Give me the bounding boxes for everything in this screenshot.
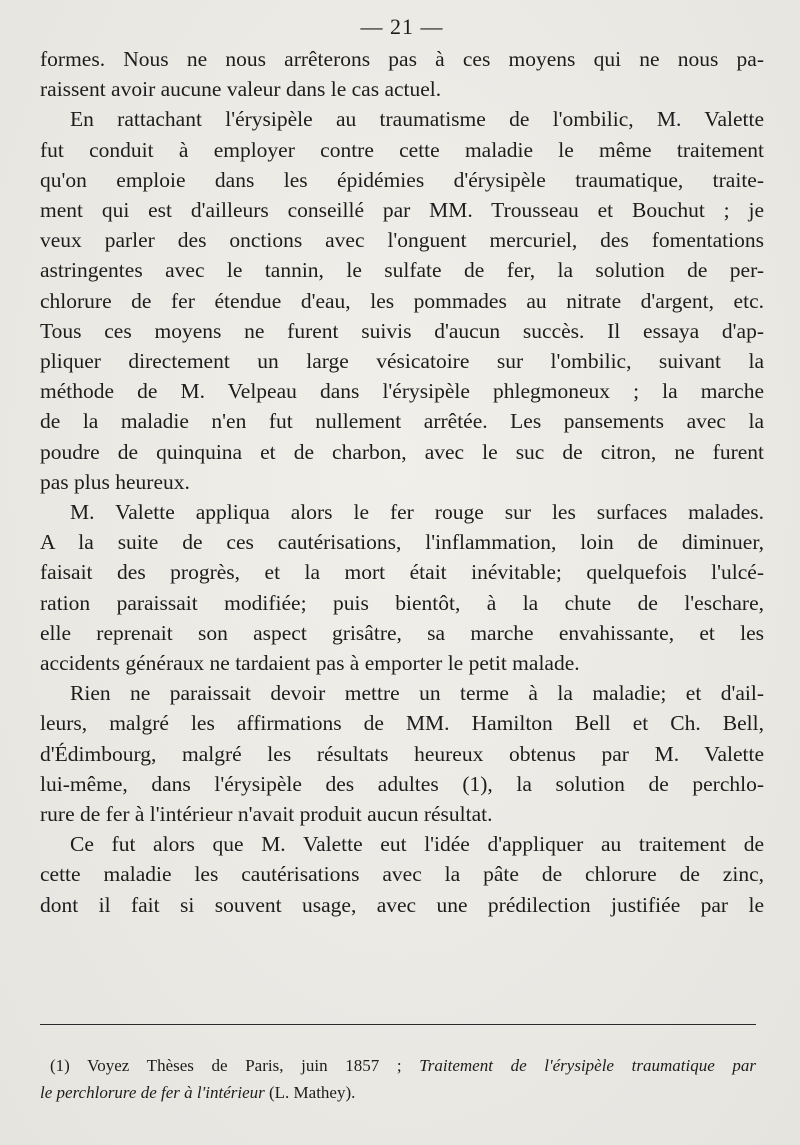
- footnote-line: [40, 1052, 756, 1079]
- page-number: — 21 —: [360, 14, 444, 39]
- footnote-title-part2: le perchlorure de fer à l'intérieur: [40, 1083, 265, 1102]
- text-line: leurs, malgré les affirmations de MM. Hamilton Bell et Ch. Bell,: [40, 711, 764, 736]
- text-line: raissent avoir aucune valeur dans le cas actuel.: [40, 77, 442, 102]
- footnote-author: (L. Mathey).: [264, 1083, 356, 1102]
- text-line: de la maladie n'en fut nullement arrêtée. Les pansements avec la: [40, 409, 764, 434]
- text-line: Tous ces moyens ne furent suivis d'aucun succès. Il essaya d'ap-: [40, 318, 764, 343]
- text-line: ration paraissait modifiée; puis bientôt, à la chute de l'eschare,: [40, 590, 764, 615]
- text-line: méthode de M. Velpeau dans l'érysipèle phlegmoneux ; la marche: [40, 379, 764, 404]
- text-line: chlorure de fer étendue d'eau, les pommades au nitrate d'argent, etc.: [40, 288, 764, 313]
- paragraph: [40, 104, 764, 497]
- text-line: veux parler des onctions avec l'onguent mercuriel, des fomentations: [40, 228, 764, 253]
- text-line: cette maladie les cautérisations avec la pâte de chlorure de zinc,: [40, 862, 764, 887]
- text-line: Rien ne paraissait devoir mettre un terme à la maladie; et d'ail-: [70, 681, 764, 706]
- footnote-reference: (1) Voyez Thèses de Paris, juin 1857 ;: [50, 1056, 420, 1075]
- paragraph: [40, 829, 764, 920]
- paragraph: [40, 678, 764, 829]
- text-line: ment qui est d'ailleurs conseillé par MM. Trousseau et Bouchut ; je: [40, 198, 764, 223]
- text-line: qu'on emploie dans les épidémies d'érysipèle traumatique, traite-: [40, 167, 764, 192]
- paragraph: [40, 44, 764, 104]
- text-line: elle reprenait son aspect grisâtre, sa marche envahissante, et les: [40, 620, 764, 645]
- footnote-line: [40, 1079, 756, 1106]
- text-line: M. Valette appliqua alors le fer rouge sur les surfaces malades.: [70, 500, 764, 525]
- text-line: poudre de quinquina et de charbon, avec le suc de citron, ne furent: [40, 439, 764, 464]
- text-line: pas plus heureux.: [40, 469, 190, 494]
- text-line: rure de fer à l'intérieur n'avait produit aucun résultat.: [40, 802, 493, 827]
- main-text: [40, 44, 764, 920]
- paragraph: [40, 497, 764, 678]
- text-line: En rattachant l'érysipèle au traumatisme de l'ombilic, M. Valette: [70, 107, 764, 132]
- text-line: pliquer directement un large vésicatoire sur l'ombilic, suivant la: [40, 349, 764, 374]
- text-line: A la suite de ces cautérisations, l'inflammation, loin de diminuer,: [40, 530, 764, 555]
- text-line: accidents généraux ne tardaient pas à emporter le petit malade.: [40, 651, 580, 676]
- text-line: astringentes avec le tannin, le sulfate de fer, la solution de per-: [40, 258, 764, 283]
- text-line: dont il fait si souvent usage, avec une prédilection justifiée par le: [40, 892, 764, 917]
- text-line: formes. Nous ne nous arrêterons pas à ces moyens qui ne nous pa-: [40, 47, 764, 71]
- text-line: lui-même, dans l'érysipèle des adultes (1), la solution de perchlo-: [40, 771, 764, 796]
- footnote-title-part1: Traitement de l'érysipèle traumatique par: [419, 1056, 756, 1075]
- footnote: [40, 1052, 756, 1106]
- footnote-divider: [40, 1024, 756, 1025]
- text-line: faisait des progrès, et la mort était inévitable; quelquefois l'ulcé-: [40, 560, 764, 585]
- text-line: Ce fut alors que M. Valette eut l'idée d'appliquer au traitement de: [70, 832, 764, 857]
- text-line: d'Édimbourg, malgré les résultats heureux obtenus par M. Valette: [40, 741, 764, 766]
- text-line: fut conduit à employer contre cette maladie le même traitement: [40, 137, 764, 162]
